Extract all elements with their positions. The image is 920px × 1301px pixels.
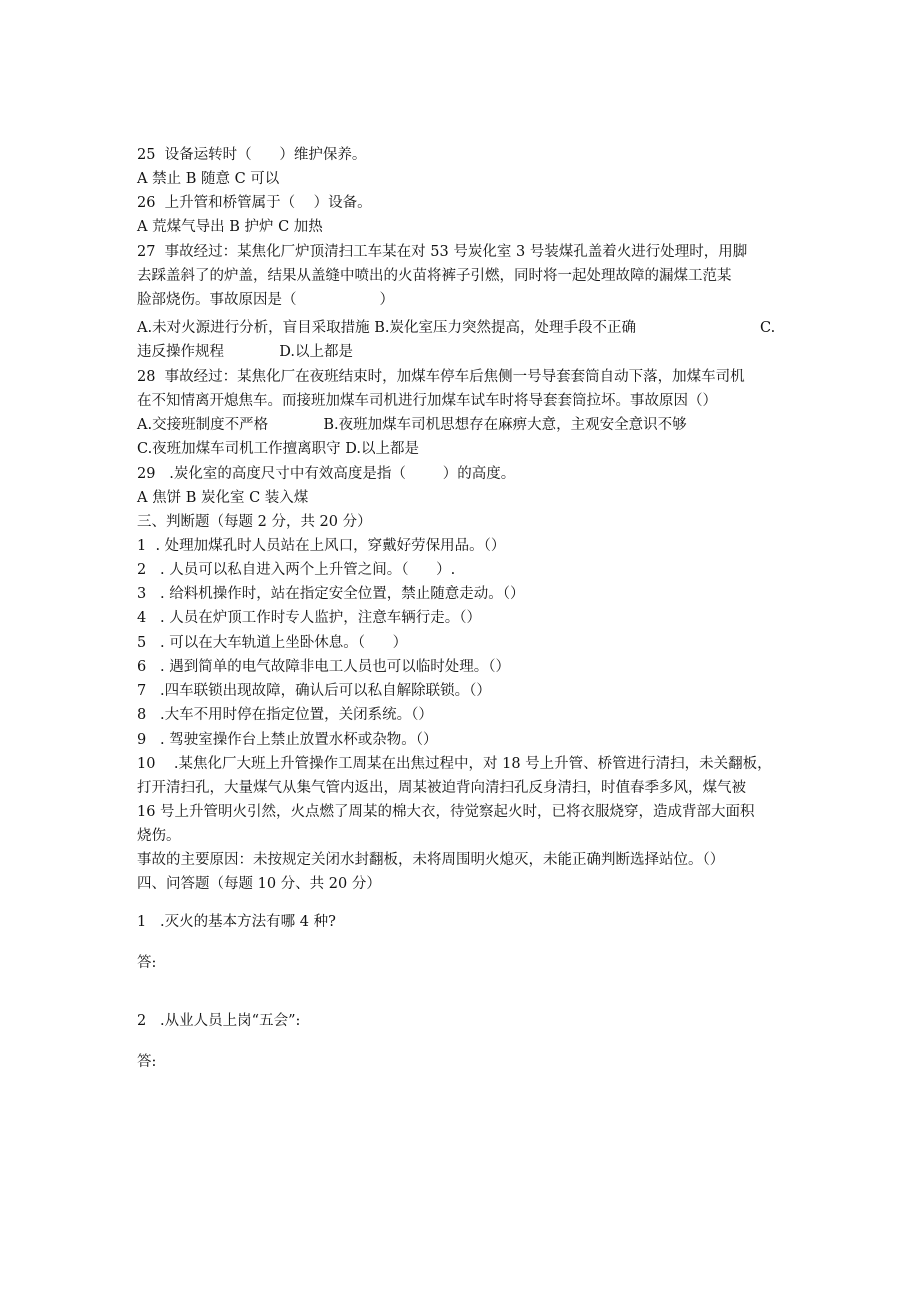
question-28-line-1: 28 事故经过：某焦化厂在夜班结束时，加煤车停车后焦侧一号导套套筒自动下落，加煤车司机: [137, 369, 745, 385]
qa-question-1: 1 .灭火的基本方法有哪 4 种?: [137, 914, 336, 930]
question-26-options: A 荒煤气导出 B 护炉 C 加热: [137, 219, 323, 235]
question-28-line-2: 在不知情离开熄焦车。而接班加煤车司机进行加煤车试车时将导套套筒拉坏。事故原因（）: [137, 393, 717, 409]
question-25: 25 设备运转时（ ）维护保养。: [137, 147, 367, 163]
section-4-title: 四、问答题（每题 10 分、共 20 分）: [137, 876, 381, 892]
question-27-line-1: 27 事故经过：某焦化厂炉顶清扫工车某在对 53 号炭化室 3 号装煤孔盖着火进行处理时，用脚: [137, 244, 748, 260]
judgment-item-1: 1 . 处理加煤孔时人员站在上风口，穿戴好劳保用品。（）: [137, 538, 506, 554]
qa-answer-1: 答:: [137, 955, 157, 971]
qa-question-2: 2 .从业人员上岗“五会”:: [137, 1013, 301, 1029]
judgment-item-10-line-1: 10 .某焦化厂大班上升管操作工周某在出焦过程中，对 18 号上升管、桥管进行清扫，未关翻板，: [137, 756, 772, 772]
section-3-title: 三、判断题（每题 2 分，共 20 分）: [137, 514, 372, 530]
question-27-options-ab: A.未对火源进行分析，盲目采取措施 B.炭化室压力突然提高，处理手段不正确: [137, 320, 636, 336]
question-27-line-3: 脸部烧伤。事故原因是（ ）: [137, 292, 394, 308]
judgment-item-10-line-4: 烧伤。: [137, 828, 181, 844]
qa-answer-2: 答:: [137, 1054, 157, 1070]
judgment-item-10-line-2: 打开清扫孔，大量煤气从集气管内返出，周某被迫背向清扫孔反身清扫，时值春季多风，煤气被: [137, 780, 746, 796]
question-26: 26 上升管和桥管属于（ ）设备。: [137, 195, 372, 211]
judgment-item-7: 7 .四车联锁出现故障，确认后可以私自解除联锁。（）: [137, 683, 491, 699]
question-29-options: A 焦饼 B 炭化室 C 装入煤: [137, 490, 309, 506]
judgment-item-2: 2 . 人员可以私自进入两个上升管之间。（ ）.: [137, 562, 456, 578]
judgment-item-6: 6 . 遇到简单的电气故障非电工人员也可以临时处理。（）: [137, 659, 511, 675]
question-28-options-cd: C.夜班加煤车司机工作擅离职守 D.以上都是: [137, 441, 420, 457]
question-29: 29 .炭化室的高度尺寸中有效高度是指（ ）的高度。: [137, 466, 516, 482]
judgment-item-4: 4 . 人员在炉顶工作时专人监护，注意车辆行走。（）: [137, 610, 482, 626]
judgment-item-10-line-5: 事故的主要原因：未按规定关闭水封翻板，未将周围明火熄灭，未能正确判断选择站位。（）: [137, 852, 725, 868]
question-25-options: A 禁止 B 随意 C 可以: [137, 171, 280, 187]
question-27-options-cd: 违反操作规程 D.以上都是: [137, 344, 354, 360]
judgment-item-8: 8 .大车不用时停在指定位置，关闭系统。（）: [137, 707, 433, 723]
judgment-item-10-line-3: 16 号上升管明火引然，火点燃了周某的棉大衣，待觉察起火时，已将衣服烧穿，造成背部大面积: [137, 804, 755, 820]
question-27-line-2: 去踩盖斜了的炉盖，结果从盖缝中喷出的火苗将裤子引燃，同时将一起处理故障的漏煤工范某: [137, 268, 732, 284]
judgment-item-3: 3 . 给料机操作时，站在指定安全位置，禁止随意走动。（）: [137, 586, 525, 602]
question-27-option-c-letter: C.: [760, 320, 776, 336]
judgment-item-5: 5 . 可以在大车轨道上坐卧休息。（ ）: [137, 635, 408, 651]
question-28-options-ab: A.交接班制度不严格 B.夜班加煤车司机思想存在麻痹大意，主观安全意识不够: [137, 417, 687, 433]
judgment-item-9: 9 . 驾驶室操作台上禁止放置水杯或杂物。（）: [137, 732, 438, 748]
